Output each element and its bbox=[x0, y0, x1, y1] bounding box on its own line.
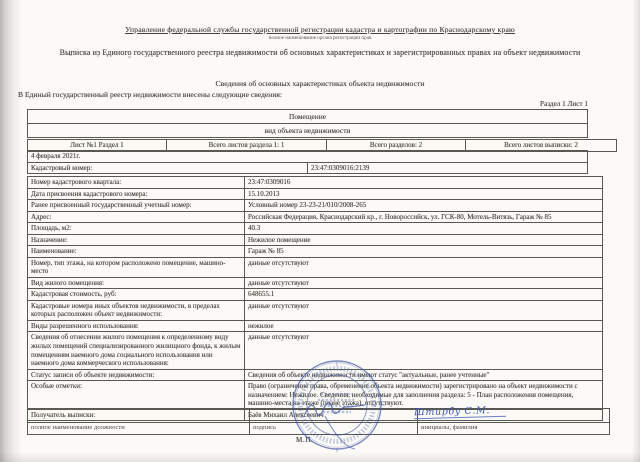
row-value: Нежилое помещение bbox=[245, 234, 603, 246]
table-row bbox=[28, 332, 603, 369]
row-value: Гараж № 85 bbox=[245, 246, 603, 258]
object-type-caption: вид объекта недвижимости bbox=[28, 124, 588, 138]
row-label: Площадь, м2: bbox=[28, 223, 245, 235]
intro-text: В Единый государственный реестр недвижимости внесены следующие сведения: bbox=[18, 90, 282, 99]
row-label: Виды разрешенного использования: bbox=[28, 320, 245, 332]
sheet-info-cell: Всего разделов: 2 bbox=[327, 140, 466, 152]
row-label: Особые отметки: bbox=[28, 381, 245, 410]
main-table bbox=[27, 176, 588, 421]
position-label: полное наименование должности bbox=[28, 423, 250, 435]
row-label: Вид жилого помещения: bbox=[28, 277, 245, 289]
row-value: Баёв Михаил Алексеевич bbox=[245, 409, 603, 421]
table-row bbox=[28, 110, 588, 124]
row-label: Статус записи об объекте недвижимости: bbox=[28, 369, 245, 381]
row-value: данные отсутствуют bbox=[245, 277, 603, 289]
object-type-table bbox=[27, 109, 588, 138]
row-value: Российская Федерация, Краснодарский кр., г. Новороссийск, ул. ГСК-80, Мотель-Витязь, Гараж № 85 bbox=[245, 211, 603, 223]
row-label: Номер кадастрового квартала: bbox=[28, 177, 245, 189]
row-label: Сведения об отнесении жилого помещения к определенному виду жилых помещений специализированного жилищного фонда, к жилым помещениям наемного дома социального использования или наемного дома коммерческого использования: bbox=[28, 332, 245, 369]
date-row bbox=[28, 151, 588, 163]
position-cell bbox=[28, 409, 250, 423]
row-label: Назначение: bbox=[28, 234, 245, 246]
row-value: данные отсутствуют bbox=[245, 257, 603, 277]
row-label: Ранее присвоенный государственный учетный номер: bbox=[28, 200, 245, 212]
org-name: Управление федеральной службы государственной регистрации кадастра и картографии по Краснодарскому краю bbox=[125, 25, 515, 34]
sheet-info-cell: Лист №1 Раздел 1 bbox=[28, 140, 167, 152]
date-table bbox=[27, 150, 588, 174]
table-row bbox=[28, 277, 603, 289]
row-value: Право (ограничение права, обременение объекта недвижимости) зарегистрировано на объект недвижимости с назначением: Нежилое. Сведения, необходимые для заполнения раздела: 5 - План расположения помещения, машино-места на этаже (плане этажа), отсутствуют. bbox=[245, 381, 603, 410]
table-row bbox=[28, 223, 603, 235]
row-label: Кадастровые номера иных объектов недвижимости, в пределах которых расположен объект недвижимости: bbox=[28, 300, 245, 320]
row-value: данные отсутствуют bbox=[245, 300, 603, 320]
table-row bbox=[28, 257, 603, 277]
section-title: Сведения об основных характеристиках объекта недвижимости bbox=[215, 79, 425, 88]
table-row bbox=[28, 124, 588, 138]
signature-caption-row bbox=[28, 423, 610, 435]
doc-title: Выписка из Единого государственного реестра недвижимости об основных характеристиках и зарегистрированных правах на объект недвижимости bbox=[59, 48, 581, 57]
row-label: Номер, тип этажа, на котором расположено помещение, машино-место bbox=[28, 257, 245, 277]
signature-label: подпись bbox=[250, 423, 418, 435]
object-type-value: Помещение bbox=[28, 110, 588, 124]
row-label: Адрес: bbox=[28, 211, 245, 223]
table-row bbox=[28, 381, 603, 410]
initials-label: инициалы, фамилия bbox=[418, 423, 610, 435]
row-value: 23:47:0309016 bbox=[245, 177, 603, 189]
extract-date: 4 февраля 2021г. bbox=[28, 151, 588, 163]
row-label: Дата присвоения кадастрового номера: bbox=[28, 188, 245, 200]
table-row bbox=[28, 246, 603, 258]
table-row bbox=[28, 320, 603, 332]
stamp-place-label: М.П. bbox=[296, 436, 314, 444]
table-row bbox=[28, 200, 603, 212]
table-row bbox=[28, 234, 603, 246]
sheet-info-cell: Всего листов выписки: 2 bbox=[466, 140, 617, 152]
table-row bbox=[28, 211, 603, 223]
table-row bbox=[28, 300, 603, 320]
row-label: Получатель выписки: bbox=[28, 409, 245, 421]
sheet-info-cell: Всего листов раздела 1: 1 bbox=[167, 140, 327, 152]
table-row bbox=[28, 289, 603, 301]
row-value: данные отсутствуют bbox=[245, 332, 603, 369]
row-value: нежилое bbox=[245, 320, 603, 332]
row-value: Условный номер 23-23-21/010/2008-265 bbox=[245, 200, 603, 212]
org-caption: полное наименование органа регистрации прав bbox=[268, 35, 372, 41]
handwritten-signature-name: Штирбу С.М. bbox=[414, 405, 506, 420]
row-label: Наименование: bbox=[28, 246, 245, 258]
row-value: 40.3 bbox=[245, 223, 603, 235]
row-value: 648655.1 bbox=[245, 289, 603, 301]
row-value: 15.10.2013 bbox=[245, 188, 603, 200]
signature-blank-row bbox=[28, 409, 610, 423]
row-value: 23:47:0309016:2139 bbox=[308, 162, 588, 174]
cadastral-number-row bbox=[28, 162, 588, 174]
row-value: Сведения об объекте недвижимости имеют статус "актуальные, ранее учтенные" bbox=[245, 369, 603, 381]
signature-cell bbox=[250, 409, 418, 423]
row-label: Кадастровая стоимость, руб: bbox=[28, 289, 245, 301]
row-label: Кадастровый номер: bbox=[28, 162, 308, 174]
table-row bbox=[28, 369, 603, 381]
sheet-ref: Раздел 1 Лист 1 bbox=[540, 100, 588, 108]
table-row bbox=[28, 177, 603, 189]
table-row bbox=[28, 188, 603, 200]
